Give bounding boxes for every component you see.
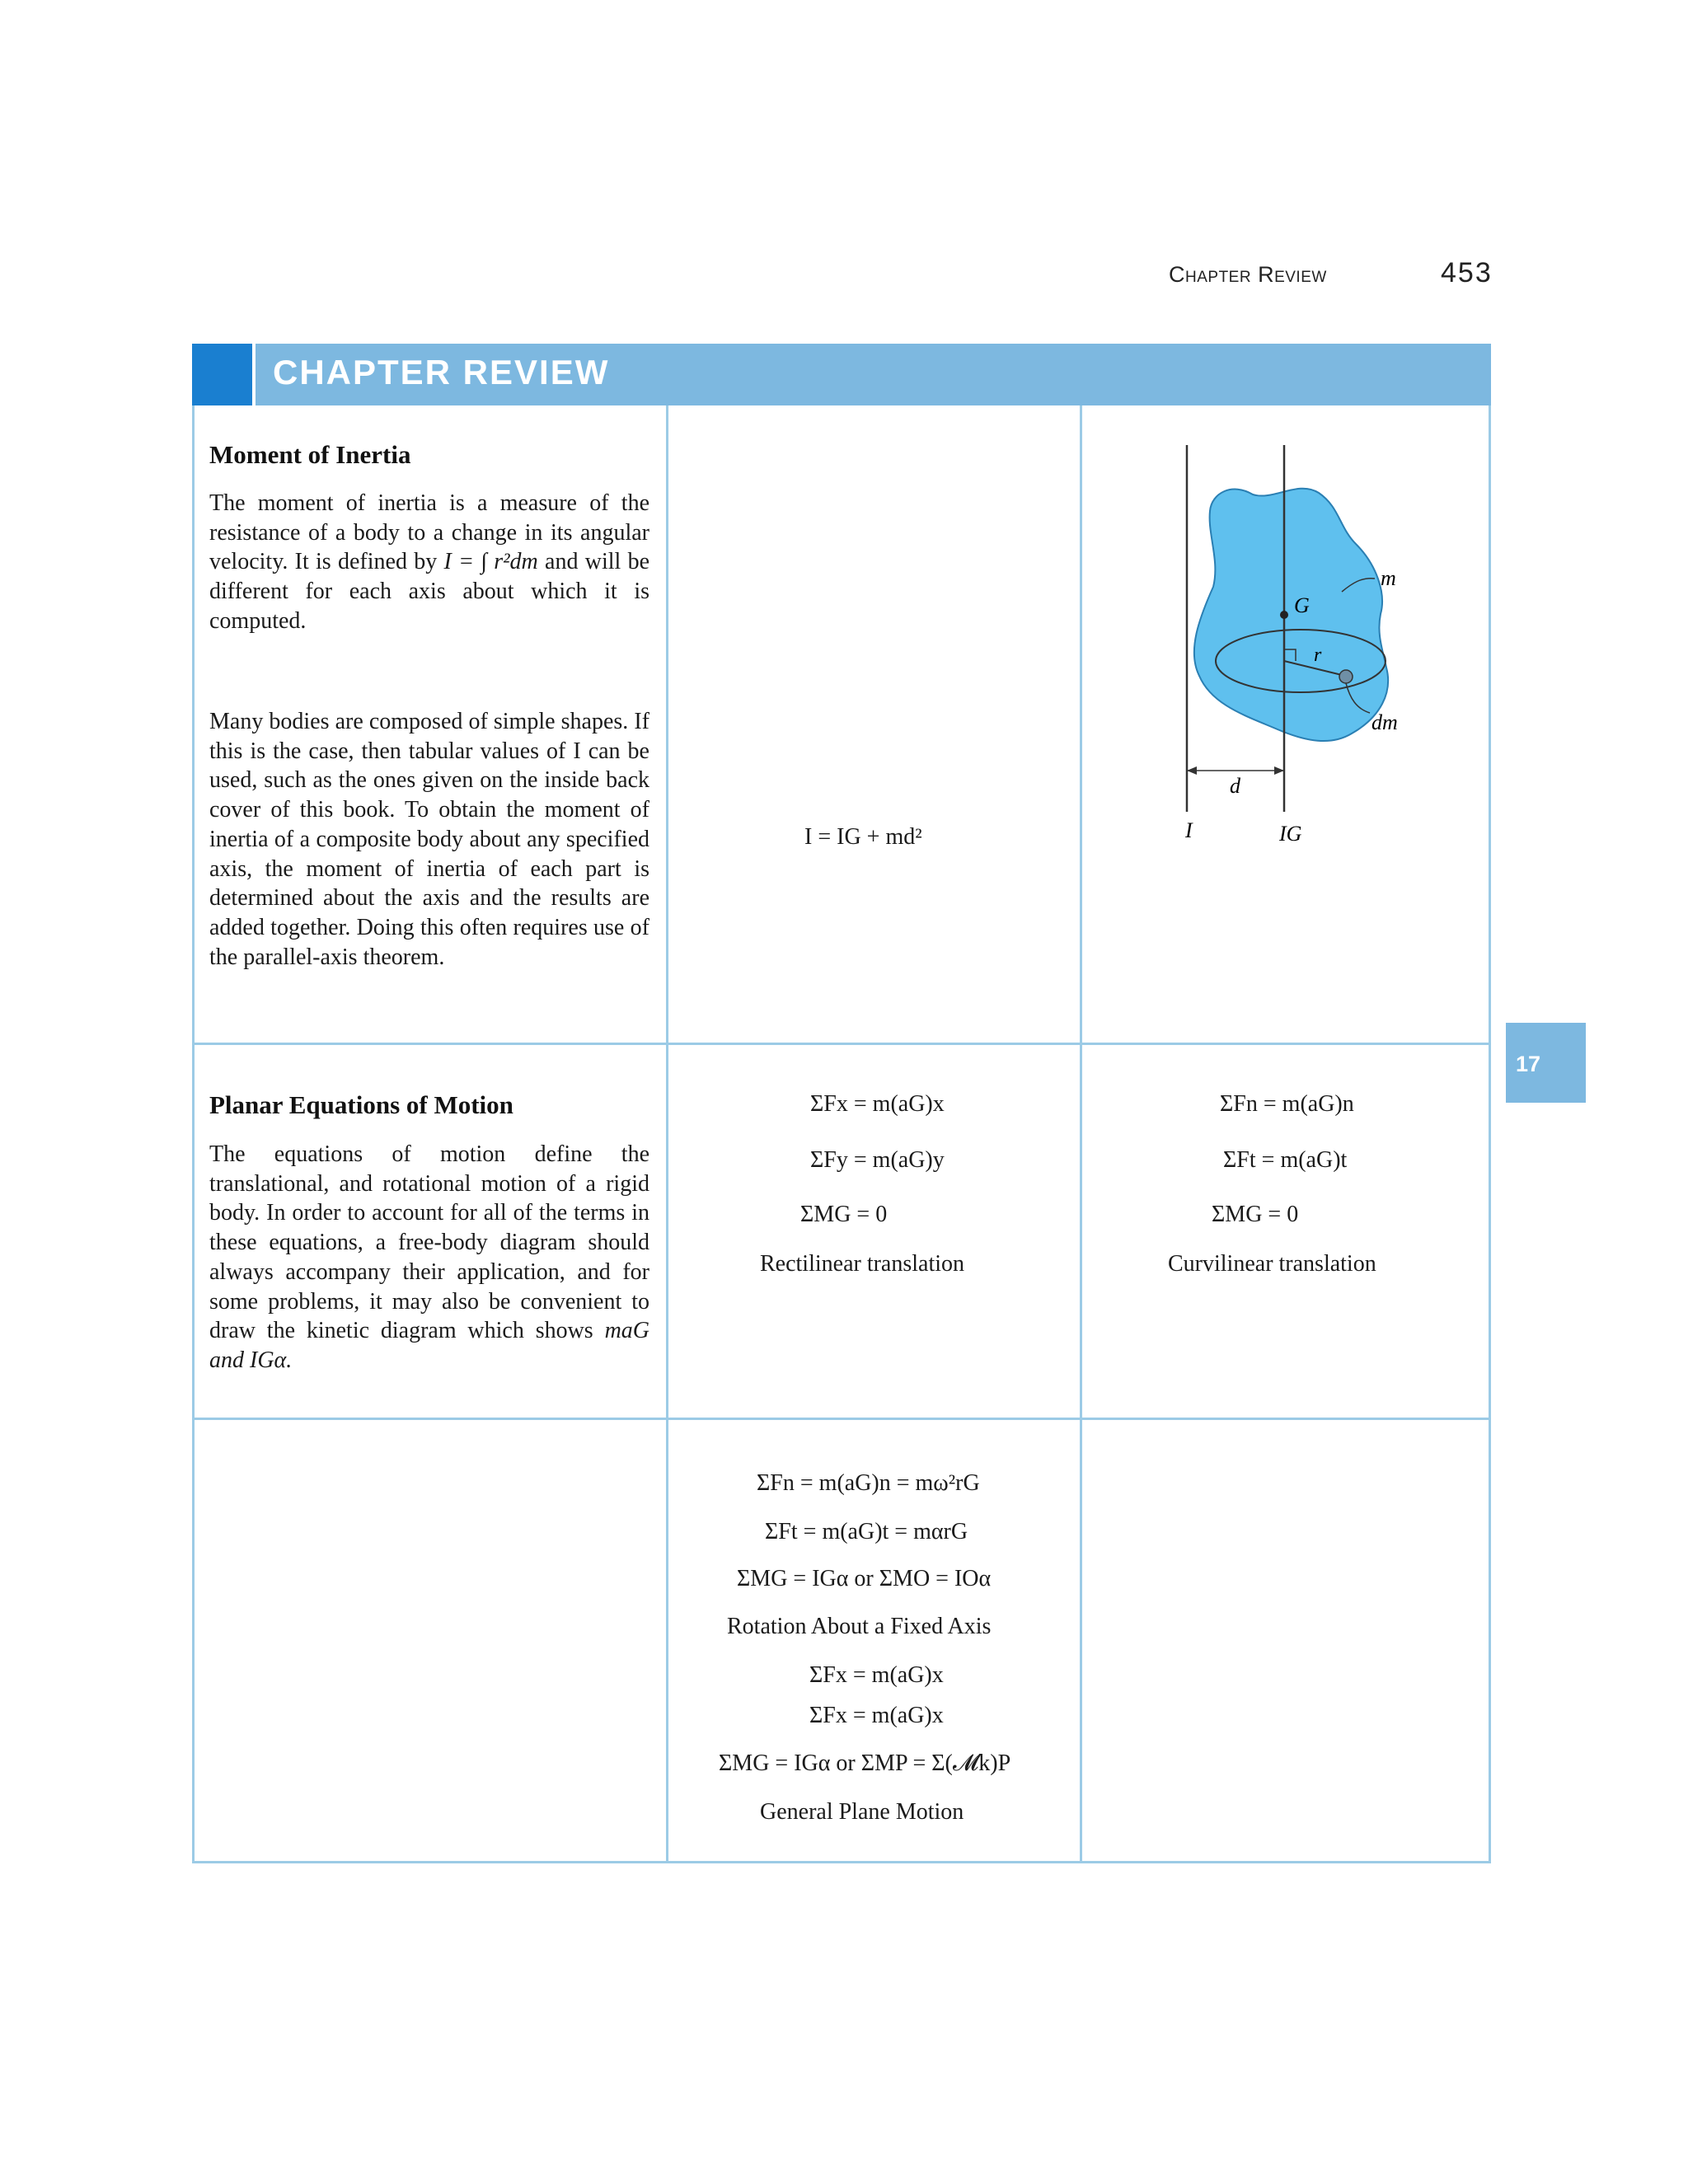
table-border-left [192,405,195,1863]
rectilinear-eq-1: ΣFx = m(aG)x [810,1091,945,1117]
general-eq-1: ΣFx = m(aG)x [809,1662,944,1688]
rotation-caption: Rotation About a Fixed Axis [727,1614,992,1639]
center-of-mass-point [1280,611,1288,619]
label-d: d [1230,774,1240,798]
table-divider-2 [1080,405,1082,1863]
parallel-axis-equation: I = IG + md² [804,824,922,850]
rotation-eq-3: ΣMG = IGα or ΣMO = IOα [737,1566,992,1591]
table-border-bottom [192,1861,1491,1863]
planar-paragraph [209,1140,649,1376]
chapter-review-title: CHAPTER REVIEW [273,353,610,391]
general-eq-3: ΣMG = IGα or ΣMP = Σ(𝓜k)P [719,1750,1011,1776]
rectilinear-eq-2: ΣFy = m(aG)y [810,1147,945,1173]
banner-separator [252,344,256,405]
moment-paragraph-1 [209,489,649,636]
planar-equations-heading: Planar Equations of Motion [209,1090,513,1119]
moment-definition-formula: I = ∫ r²dm [443,549,538,575]
rectilinear-eq-3: ΣMG = 0 [800,1202,888,1227]
general-caption: General Plane Motion [760,1799,964,1825]
curvilinear-caption: Curvilinear translation [1168,1251,1376,1277]
curvilinear-eq-3: ΣMG = 0 [1212,1202,1299,1227]
table-border-right [1489,405,1491,1863]
chapter-tab-number: 17 [1516,1052,1541,1076]
curvilinear-eq-1: ΣFn = m(aG)n [1220,1091,1354,1117]
banner-accent-block [192,344,252,405]
moment-paragraph-2: Many bodies are composed of simple shapes. If this is the case, then tabular values of I can be used, such as the ones given on the inside back cover of this book. To obtain the moment of inertia of a composite body about any specified axis, the moment of inertia of each part is determined about the axis and the results are added together. Doing this often requires use of the parallel-axis theorem. [209,709,649,970]
rotation-eq-2: ΣFt = m(aG)t = mαrG [765,1519,968,1544]
moment-of-inertia-heading: Moment of Inertia [209,440,411,469]
label-r: r [1314,644,1322,666]
d-arrow-right [1274,766,1284,775]
planar-paragraph-terms: maG and IGα. [209,1318,650,1373]
table-divider-1 [666,405,668,1863]
label-m: m [1381,566,1396,590]
page-number: 453 [1441,257,1493,288]
moment-p1-after: and will be different for each axis about which it is computed. [209,549,649,634]
table-row-rule-2 [192,1418,1491,1420]
running-title-text: Chapter Review [1169,262,1327,287]
d-arrow-left [1187,766,1197,775]
body-shape [1194,489,1388,741]
rotation-eq-1: ΣFn = m(aG)n = mω²rG [757,1470,980,1496]
planar-paragraph-text: The equations of motion define the translational, and rotational motion of a rigid body. In order to account for all of the terms in these equations, a free-body diagram should always accompany their application, and for some problems, it may also be convenient to draw the kinetic diagram which shows [209,1141,649,1344]
moment-p1-before: The moment of inertia is a measure of the resistance of a body to a change in its angular velocity. It is defined by [209,490,649,575]
rectilinear-caption: Rectilinear translation [760,1251,965,1277]
general-eq-2: ΣFx = m(aG)x [809,1703,944,1728]
label-G: G [1294,593,1310,617]
moment-of-inertia-figure [1154,437,1426,865]
dm-element [1339,670,1353,683]
table-row-rule-1 [192,1043,1491,1045]
label-I: I [1185,818,1193,842]
label-dm: dm [1372,710,1398,734]
label-IG: IG [1279,822,1302,846]
running-title [1169,262,1327,288]
curvilinear-eq-2: ΣFt = m(aG)t [1223,1147,1348,1173]
